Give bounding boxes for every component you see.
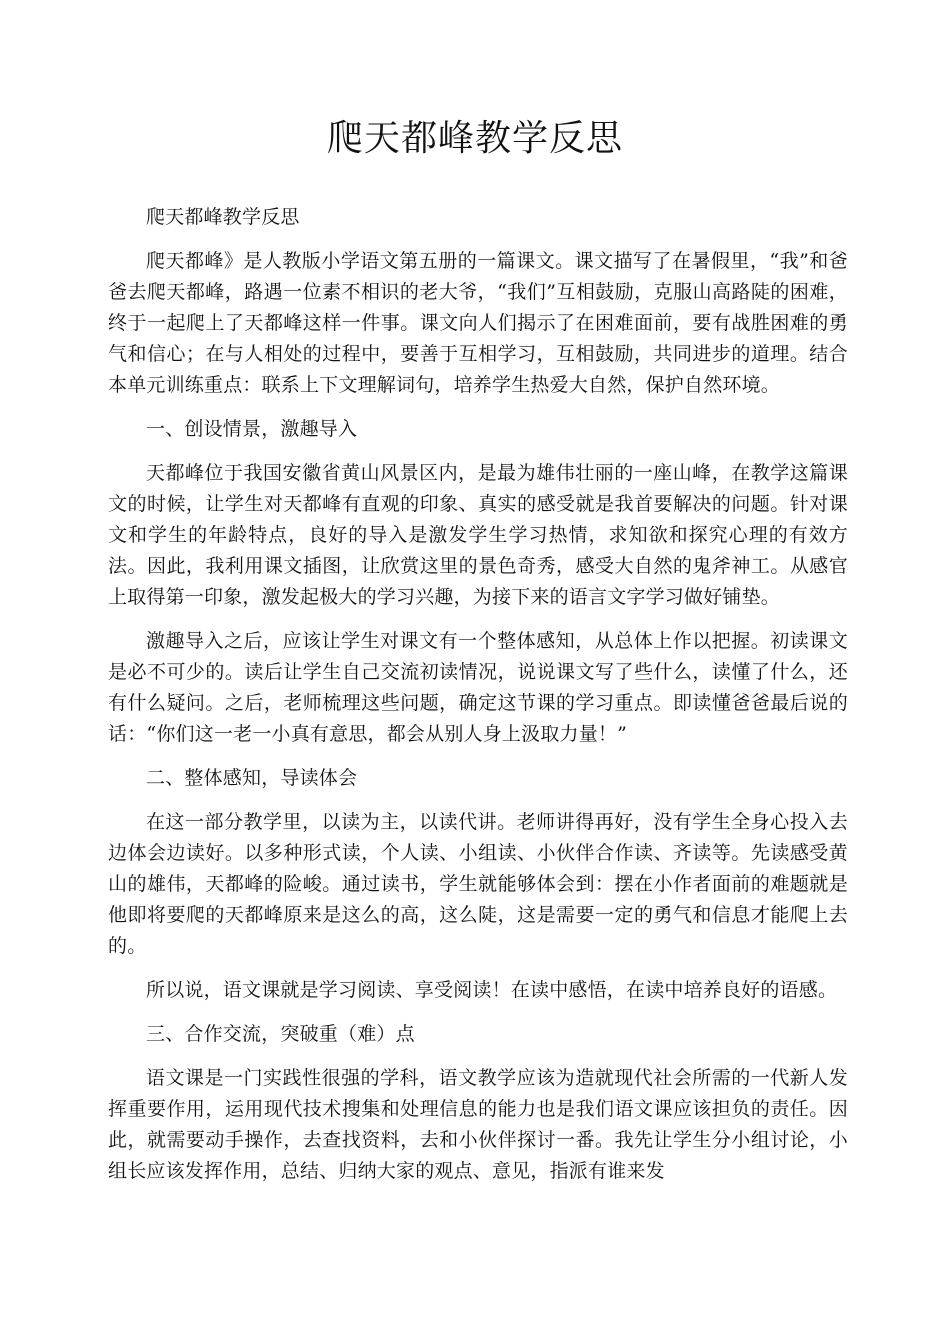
paragraph-subtitle: 爬天都峰教学反思	[146, 206, 300, 228]
paragraph: 所以说，语文课就是学习阅读、享受阅读！在读中感悟，在读中培养良好的语感。	[146, 979, 838, 1001]
paragraph: 天都峰位于我国安徽省黄山风景区内，是最为雄伟壮丽的一座山峰，在教学这篇课文的时候，让学生对天都峰有直观的印象、真实的感受就是我首要解决的问题。针对课文和学生的年龄特点，良好的导入是激发学生学习热情，求知欲和探究心理的有效方法。因此，我利用课文插图，让欣赏这里的景色奇秀，感受大自然的鬼斧神工。从感官上取得第一印象，激发起极大的学习兴趣，为接下来的语言文字学习做好铺垫。	[108, 462, 848, 608]
document-title: 爬天都峰教学反思	[326, 118, 623, 159]
section-heading-1: 一、创设情景，激趣导入	[146, 418, 358, 440]
document-body	[108, 202, 848, 1200]
paragraph: 语文课是一门实践性很强的学科，语文教学应该为造就现代社会所需的一代新人发挥重要作用，运用现代技术搜集和处理信息的能力也是我们语文课应该担负的责任。因此，就需要动手操作，去查找资料，去和小伙伴探讨一番。我先让学生分小组讨论，小组长应该发挥作用，总结、归纳大家的观点、意见，指派有谁来发	[108, 1067, 848, 1182]
paragraph-intro: 爬天都峰》是人教版小学语文第五册的一篇课文。课文描写了在暑假里，“我”和爸爸去爬天都峰，路遇一位素不相识的老大爷，“我们”互相鼓励，克服山高路陡的困难，终于一起爬上了天都峰这样一件事。课文向人们揭示了在困难面前，要有战胜困难的勇气和信心；在与人相处的过程中，要善于互相学习，互相鼓励，共同进步的道理。结合本单元训练重点：联系上下文理解词句，培养学生热爱大自然，保护自然环境。	[108, 250, 848, 396]
section-heading-3: 三、合作交流，突破重（难）点	[146, 1023, 415, 1045]
section-heading-2: 二、整体感知，导读体会	[146, 767, 358, 789]
paragraph: 在这一部分教学里，以读为主，以读代讲。老师讲得再好，没有学生全身心投入去边体会边读好。以多种形式读，个人读、小组读、小伙伴合作读、齐读等。先读感受黄山的雄伟，天都峰的险峻。通过读书，学生就能够体会到：摆在小作者面前的难题就是他即将要爬的天都峰原来是这么的高，这么陡，这是需要一定的勇气和信息才能爬上去的。	[108, 811, 848, 957]
paragraph: 激趣导入之后，应该让学生对课文有一个整体感知，从总体上作以把握。初读课文是必不可少的。读后让学生自己交流初读情况，说说课文写了些什么，读懂了什么，还有什么疑问。之后，老师梳理这些问题，确定这节课的学习重点。即读懂爸爸最后说的话：“你们这一老一小真有意思，都会从别人身上汲取力量！”	[108, 630, 848, 745]
